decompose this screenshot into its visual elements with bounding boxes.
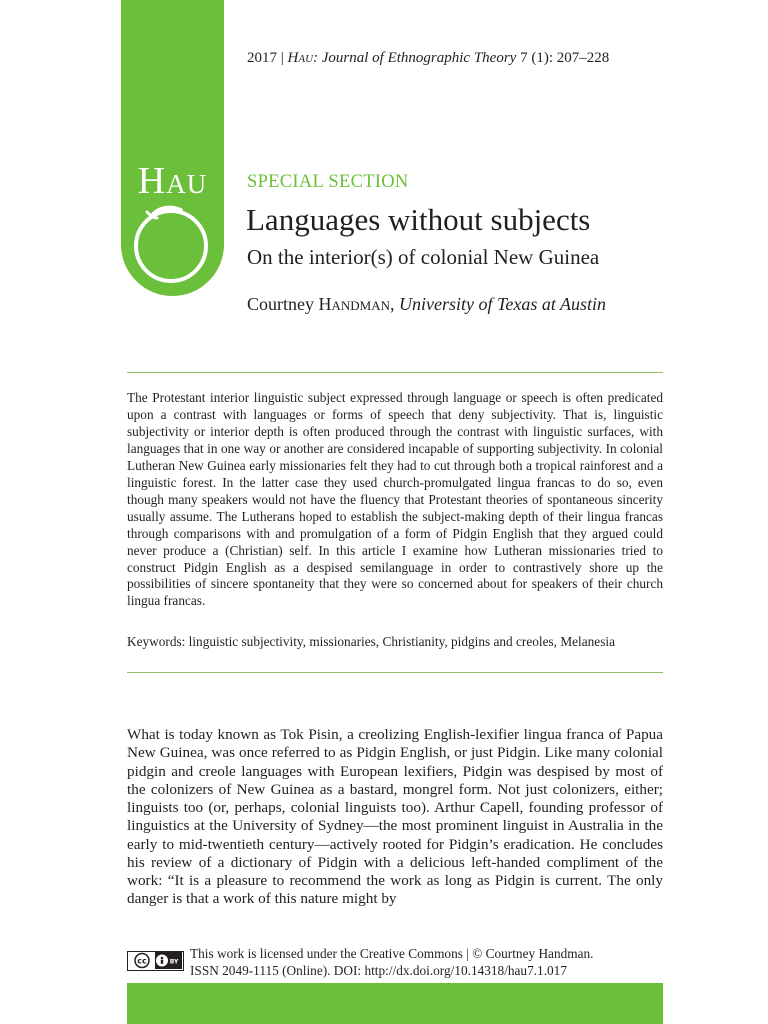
footer-bar bbox=[127, 983, 663, 1024]
journal-name: Hau bbox=[287, 50, 314, 66]
journal-logo-tab bbox=[121, 0, 224, 296]
divider-bottom bbox=[127, 672, 663, 673]
volume-pages: 7 (1): 207–228 bbox=[520, 50, 610, 66]
license-notice bbox=[190, 945, 593, 979]
creative-commons-badge bbox=[127, 951, 184, 971]
author-surname: Handman, bbox=[318, 294, 395, 314]
divider-top bbox=[127, 372, 663, 373]
body-paragraph: What is today known as Tok Pisin, a creolizing English-lexifier lingua franca of Papua New Guinea, was once referred to as Pidgin English, or just Pidgin. Like many colonial pidgin and creole languages with European lexifiers, Pidgin was despised by most of the colonizers of New Guinea as a bastard, mongrel form. Not just colonizers, either; linguists too (or, perhaps, colonial linguists too). Arthur Capell, founding professor of linguistics at the University of Sydney—the most prominent linguist in Australia in the early to mid-twentieth century—actively rooted for Pidgin’s eradication. He concludes his review of a dictionary of Pidgin with a delicious left-handed compliment of the work: “It is a pleasure to recommend the work as long as Pidgin is current. The only danger is that a work of this nature might by bbox=[127, 726, 663, 908]
cc-by-icon bbox=[128, 952, 182, 969]
license-line-2: ISSN 2049-1115 (Online). DOI: http://dx.doi.org/10.14318/hau7.1.017 bbox=[190, 963, 567, 978]
journal-citation bbox=[247, 50, 609, 67]
keywords: Keywords: linguistic subjectivity, missionaries, Christianity, pidgins and creoles, Melanesia bbox=[127, 634, 615, 649]
svg-text:BY: BY bbox=[169, 958, 179, 966]
citation-year: 2017 | bbox=[247, 50, 284, 66]
author-affiliation: University of Texas at Austin bbox=[399, 294, 606, 314]
journal-subtitle: : Journal of Ethnographic Theory bbox=[313, 50, 517, 66]
article-title: Languages without subjects bbox=[246, 202, 591, 237]
license-line-1: This work is licensed under the Creative Commons | © Courtney Handman. bbox=[190, 946, 594, 961]
author-line bbox=[247, 294, 606, 315]
abstract: The Protestant interior linguistic subject expressed through language or speech is often predicated upon a contrast with languages or forms of speech that deny subjectivity. That is, linguistic subjectivity or interior depth is often produced through the contrast with linguistic surfaces, with languages that in one way or another are considered incapable of supporting subjectivity. In colonial Lutheran New Guinea early missionaries felt they had to cut through both a tropical rainforest and a linguistic forest. In the latter case they used church-promulgated lingua francas to do so, even though many speakers would not have the fluency that Protestant theories of spontaneous sincerity usually assume. The Lutherans hoped to establish the subject-making depth of their lingua francas through comparisons with and promulgation of a form of Pidgin English that they argued could never produce a (Christian) self. In this article I examine how Lutheran missionaries tried to construct Pidgin English as a despised semilanguage in order to contrastively shore up the possibilities of sincere spontaneity that they were so concerned about for speakers of their church lingua francas. bbox=[127, 390, 663, 609]
journal-logo-circle-icon bbox=[129, 204, 217, 284]
journal-logo-text: Hau bbox=[137, 160, 208, 202]
article-subtitle: On the interior(s) of colonial New Guinea bbox=[247, 245, 600, 269]
svg-text:cc: cc bbox=[137, 956, 147, 966]
author-first-name: Courtney bbox=[247, 294, 314, 314]
section-label: SPECIAL SECTION bbox=[247, 172, 409, 192]
